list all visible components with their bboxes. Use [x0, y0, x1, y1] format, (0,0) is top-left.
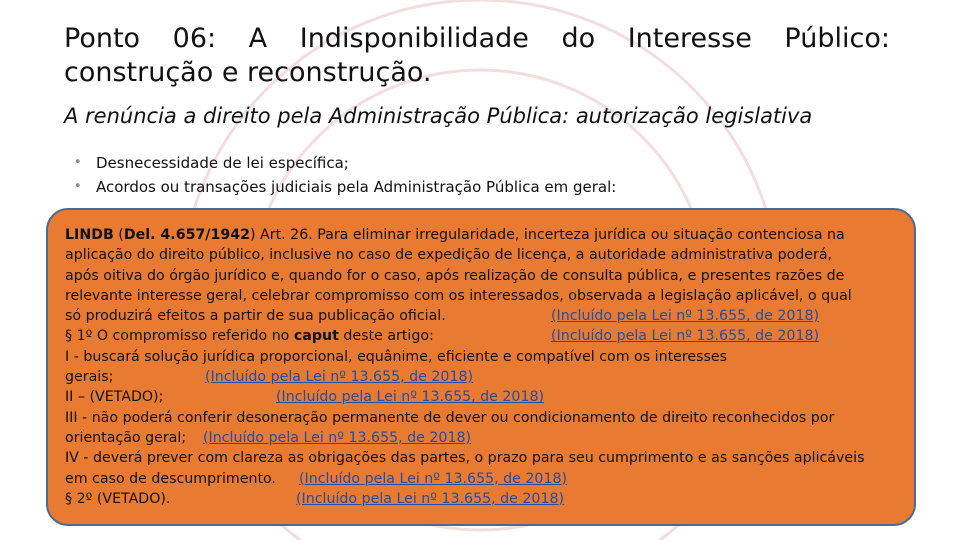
law-line: orientação geral; (Incluído pela Lei nº 13.655, de 2018) [65, 428, 898, 448]
law-link[interactable]: (Incluído pela Lei nº 13.655, de 2018) [299, 470, 568, 487]
law-line: relevante interesse geral, celebrar compromisso com os interessados, observada a legislação aplicável, o qual [65, 287, 852, 304]
slide-subtitle: A renúncia a direito pela Administração Pública: autorização legislativa [64, 104, 813, 128]
law-link[interactable]: (Incluído pela Lei nº 13.655, de 2018) [205, 369, 474, 386]
law-line: § 2º (VETADO). (Incluído pela Lei nº 13.655, de 2018) [65, 489, 898, 509]
law-line: III - não poderá conferir desoneração permanente de dever ou condicionamento de direito reconhecidos por [65, 409, 835, 426]
bullet-list [74, 151, 616, 199]
bullet-item: • Desnecessidade de lei específica; [74, 151, 616, 175]
title-line-2: construção e reconstrução. [64, 57, 432, 88]
law-line: gerais; (Incluído pela Lei nº 13.655, de 2018) [65, 367, 898, 387]
law-link[interactable]: (Incluído pela Lei nº 13.655, de 2018) [203, 429, 472, 446]
law-line: após oitiva do órgão jurídico e, quando for o caso, após realização de consulta pública, e presentes razões de [65, 267, 845, 284]
law-line: IV - deverá prever com clareza as obrigações das partes, o prazo para seu cumprimento e as sanções aplicáveis [65, 450, 865, 467]
law-line: só produzirá efeitos a partir de sua publicação oficial. (Incluído pela Lei nº 13.655, de 2018) [65, 306, 898, 326]
law-line: I - buscará solução jurídica proporcional, equânime, eficiente e compatível com os interesses [65, 348, 728, 365]
law-link[interactable]: (Incluído pela Lei nº 13.655, de 2018) [551, 328, 820, 345]
law-line: § 1º O compromisso referido no caput deste artigo: (Incluído pela Lei nº 13.655, de 2018) [65, 326, 898, 346]
law-text-box [46, 208, 916, 526]
law-link[interactable]: (Incluído pela Lei nº 13.655, de 2018) [276, 389, 545, 406]
law-line: II – (VETADO); (Incluído pela Lei nº 13.655, de 2018) [65, 387, 898, 407]
bullet-item: • Acordos ou transações judiciais pela Administração Pública em geral: [74, 175, 616, 199]
law-link[interactable]: (Incluído pela Lei nº 13.655, de 2018) [296, 490, 565, 507]
bullet-icon: • [74, 155, 82, 170]
law-line: LINDB (Del. 4.657/1942) Art. 26. Para eliminar irregularidade, incerteza jurídica ou situação contenciosa na [65, 227, 845, 243]
slide-title: Ponto 06: A Indisponibilidade do Interesse Público: construção e reconstrução. [64, 23, 890, 88]
bullet-icon: • [74, 179, 82, 194]
law-line: em caso de descumprimento. (Incluído pela Lei nº 13.655, de 2018) [65, 469, 898, 489]
law-link[interactable]: (Incluído pela Lei nº 13.655, de 2018) [551, 308, 820, 325]
law-line: aplicação do direito público, inclusive no caso de expedição de licença, a autoridade administrativa poderá, [65, 247, 833, 264]
